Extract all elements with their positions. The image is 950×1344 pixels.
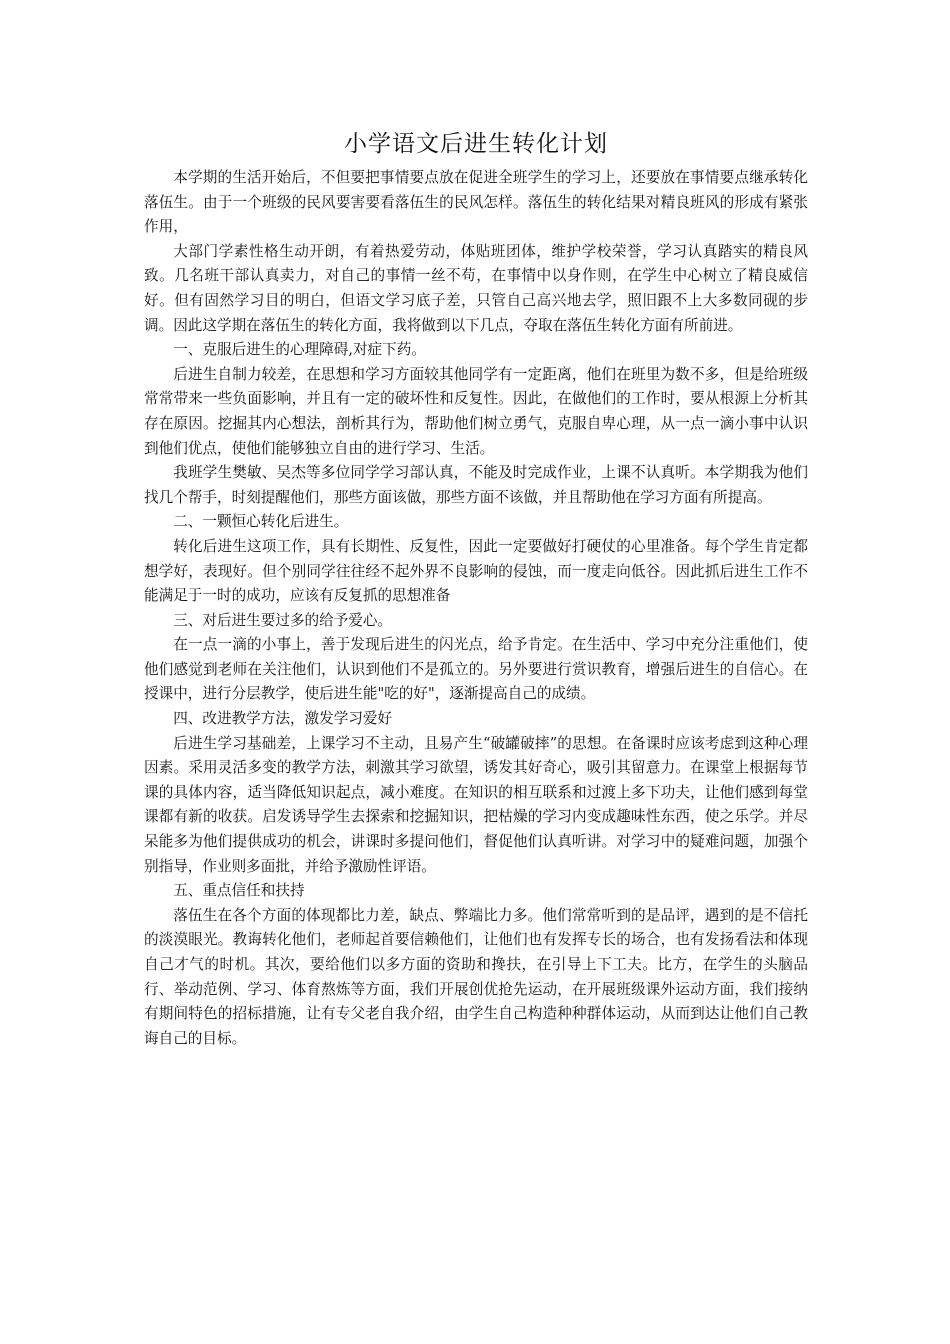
section-1-paragraph-2: 我班学生樊敏、吴杰等多位同学学习部认真，不能及时完成作业，上课不认真听。本学期我为他们找几个帮手，时刻提醒他们，那些方面该做，那些方面不该做，并且帮助他在学习方面有所提高。 — [144, 464, 808, 506]
section-1-paragraph-1: 后进生自制力较差，在思想和学习方面较其他同学有一定距离，他们在班里为数不多，但是给班级常常带来一些负面影响，并且有一定的破坏性和反复性。因此，在做他们的工作时，要从根源上分析其存在原因。挖掘其内心想法，剖析其行为，帮助他们树立勇气，克服自卑心理，从一点一滴小事中认识到他们优点，使他们能够独立自由的进行学习、生活。 — [144, 365, 808, 457]
section-5-paragraph: 落伍生在各个方面的体现都比力差，缺点、弊端比力多。他们常常听到的是品评，遇到的是不信托的淡漠眼光。教诲转化他们，老师起首要信赖他们，让他们也有发挥专长的场合，也有发扬看法和体现自己才气的时机。其次，要给他们以多方面的资助和搀扶，在引导上下工夫。比方，在学生的头脑品行、举动范例、学习、体育熬炼等方面，我们开展创优抢先运动，在开展班级课外运动方面，我们接纳有期间特色的招标措施，让有专父老自我介绍，由学生自己构造种种群体运动，从而到达让他们自己教诲自己的目标。 — [144, 906, 808, 1047]
class-situation-paragraph: 大部门学素性格生动开朗，有着热爱劳动，体贴班团体，维护学校荣誉，学习认真踏实的精良风致。几名班干部认真卖力，对自己的事情一丝不苟，在事情中以身作则，在学生中心树立了精良威信好。但有固然学习目的明白，但语文学习底子差，只管自己高兴地去学，照旧跟不上大多数同砚的步调。因此这学期在落伍生的转化方面，我将做到以下几点，夺取在落伍生转化方面有所前进。 — [144, 242, 808, 334]
section-4-paragraph: 后进生学习基础差，上课学习不主动，且易产生“破罐破摔”的思想。在备课时应该考虑到这种心理因素。采用灵活多变的教学方法，刺激其学习欲望，诱发其好奇心，吸引其留意力。在课堂上根据每节课的具体内容，适当降低知识起点，减小难度。在知识的相互联系和过渡上多下功夫，让他们感到每堂课都有新的收获。启发诱导学生去探索和挖掘知识，把枯燥的学习内变成趣味性东西，使之乐学。并尽呆能多为他们提供成功的机会，讲课时多提问他们，督促他们认真听讲。对学习中的疑难问题，加强个别指导，作业则多面批，并给予激励性评语。 — [144, 734, 808, 875]
section-heading-3: 三、对后进生要过多的给予爱心。 — [173, 611, 393, 629]
document-page — [144, 128, 808, 1051]
section-heading-4: 四、改进教学方法，激发学习爱好 — [173, 710, 393, 728]
section-heading-5: 五、重点信任和扶持 — [173, 882, 305, 900]
intro-paragraph: 本学期的生活开始后，不但要把事情要点放在促进全班学生的学习上，还要放在事情要点继承转化落伍生。由于一个班级的民风要害要看落伍生的民风怎样。落伍生的转化结果对精良班风的形成有紧张作用， — [144, 169, 808, 236]
section-2-paragraph: 转化后进生这项工作，具有长期性、反复性，因此一定要做好打硬仗的心里准备。每个学生肯定都想学好，表现好。但个别同学往往经不起外界不良影响的侵蚀，而一度走向低谷。因此抓后进生工作不能满足于一时的成功，应该有反复抓的思想准备 — [144, 537, 808, 605]
section-heading-2: 二、一颗恒心转化后进生。 — [173, 513, 349, 531]
section-heading-1: 一、克服后进生的心理障碍,对症下药。 — [173, 341, 426, 359]
document-title: 小学语文后进生转化计划 — [344, 131, 608, 157]
section-3-paragraph: 在一点一滴的小事上，善于发现后进生的闪光点，给予肯定。在生活中、学习中充分注重他们，使他们感觉到老师在关注他们，认识到他们不是孤立的。另外要进行赏识教育，增强后进生的自信心。在授课中，进行分层教学，使后进生能"吃的好"，逐渐提高自己的成绩。 — [144, 636, 808, 703]
